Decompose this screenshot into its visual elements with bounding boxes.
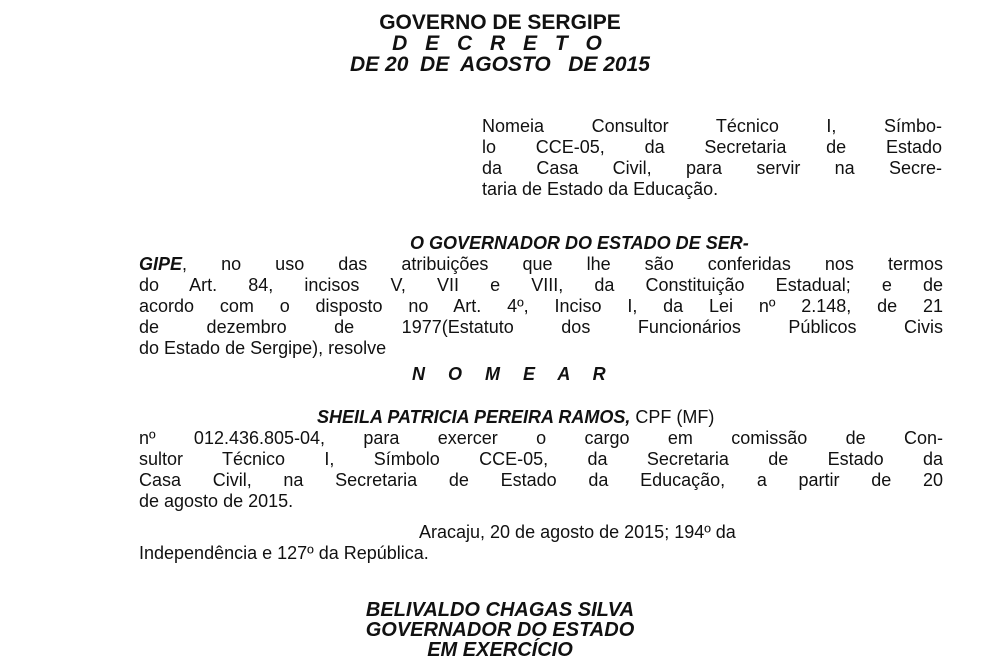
governor-title: O GOVERNADOR DO ESTADO DE SER-	[410, 233, 749, 253]
appointment-line: de agosto de 2015.	[139, 491, 294, 511]
closing-line: Independência e 127º da República.	[139, 543, 429, 563]
preamble-paragraph	[139, 233, 943, 359]
decree-date: DE 20 DE AGOSTO DE 2015	[350, 53, 650, 76]
appointment-line: Casa Civil, na Secretaria de Estado da Educação, a partir de 20	[139, 470, 943, 490]
summary-line: taria de Estado da Educação.	[482, 179, 719, 199]
appointee-name: SHEILA PATRICIA PEREIRA RAMOS,	[317, 407, 631, 427]
decree-label: D E C R E T O	[392, 32, 608, 55]
preamble-line-rest: , no uso das atribuições que lhe são conferidas nos termos	[182, 254, 943, 274]
preamble-line: acordo com o disposto no Art. 4º, Inciso I, da Lei nº 2.148, de 21	[139, 296, 943, 316]
preamble-line	[139, 254, 943, 275]
action-heading: N O M E A R	[412, 364, 615, 384]
preamble-line: do Estado de Sergipe), resolve	[139, 338, 387, 358]
government-title: GOVERNO DE SERGIPE	[379, 11, 621, 34]
closing-line: Aracaju, 20 de agosto de 2015; 194º da	[419, 522, 736, 542]
appointment-line: nº 012.436.805-04, para exercer o cargo em comissão de Con-	[139, 428, 943, 448]
closing-paragraph	[139, 522, 943, 564]
summary-line: Nomeia Consultor Técnico I, Símbo-	[482, 116, 942, 136]
signatory-status: EM EXERCÍCIO	[427, 639, 573, 661]
appointee-cpf-label: CPF (MF)	[630, 407, 715, 427]
summary-line: da Casa Civil, para servir na Secre-	[482, 158, 942, 178]
decree-header	[0, 12, 1000, 75]
signatory-title: GOVERNADOR DO ESTADO	[365, 619, 635, 641]
summary-line: lo CCE-05, da Secretaria de Estado	[482, 137, 942, 157]
preamble-line: de dezembro de 1977(Estatuto dos Funcionários Públicos Civis	[139, 317, 943, 337]
appointee-line	[139, 407, 943, 428]
appointment-paragraph	[139, 407, 943, 512]
appointment-line: sultor Técnico I, Símbolo CCE-05, da Secretaria de Estado da	[139, 449, 943, 469]
signatory-name: BELIVALDO CHAGAS SILVA	[365, 599, 635, 621]
decree-summary	[482, 116, 942, 200]
governor-title-cont: GIPE	[139, 254, 183, 274]
preamble-line: do Art. 84, incisos V, VII e VIII, da Constituição Estadual; e de	[139, 275, 943, 295]
signature-block	[0, 600, 1000, 660]
